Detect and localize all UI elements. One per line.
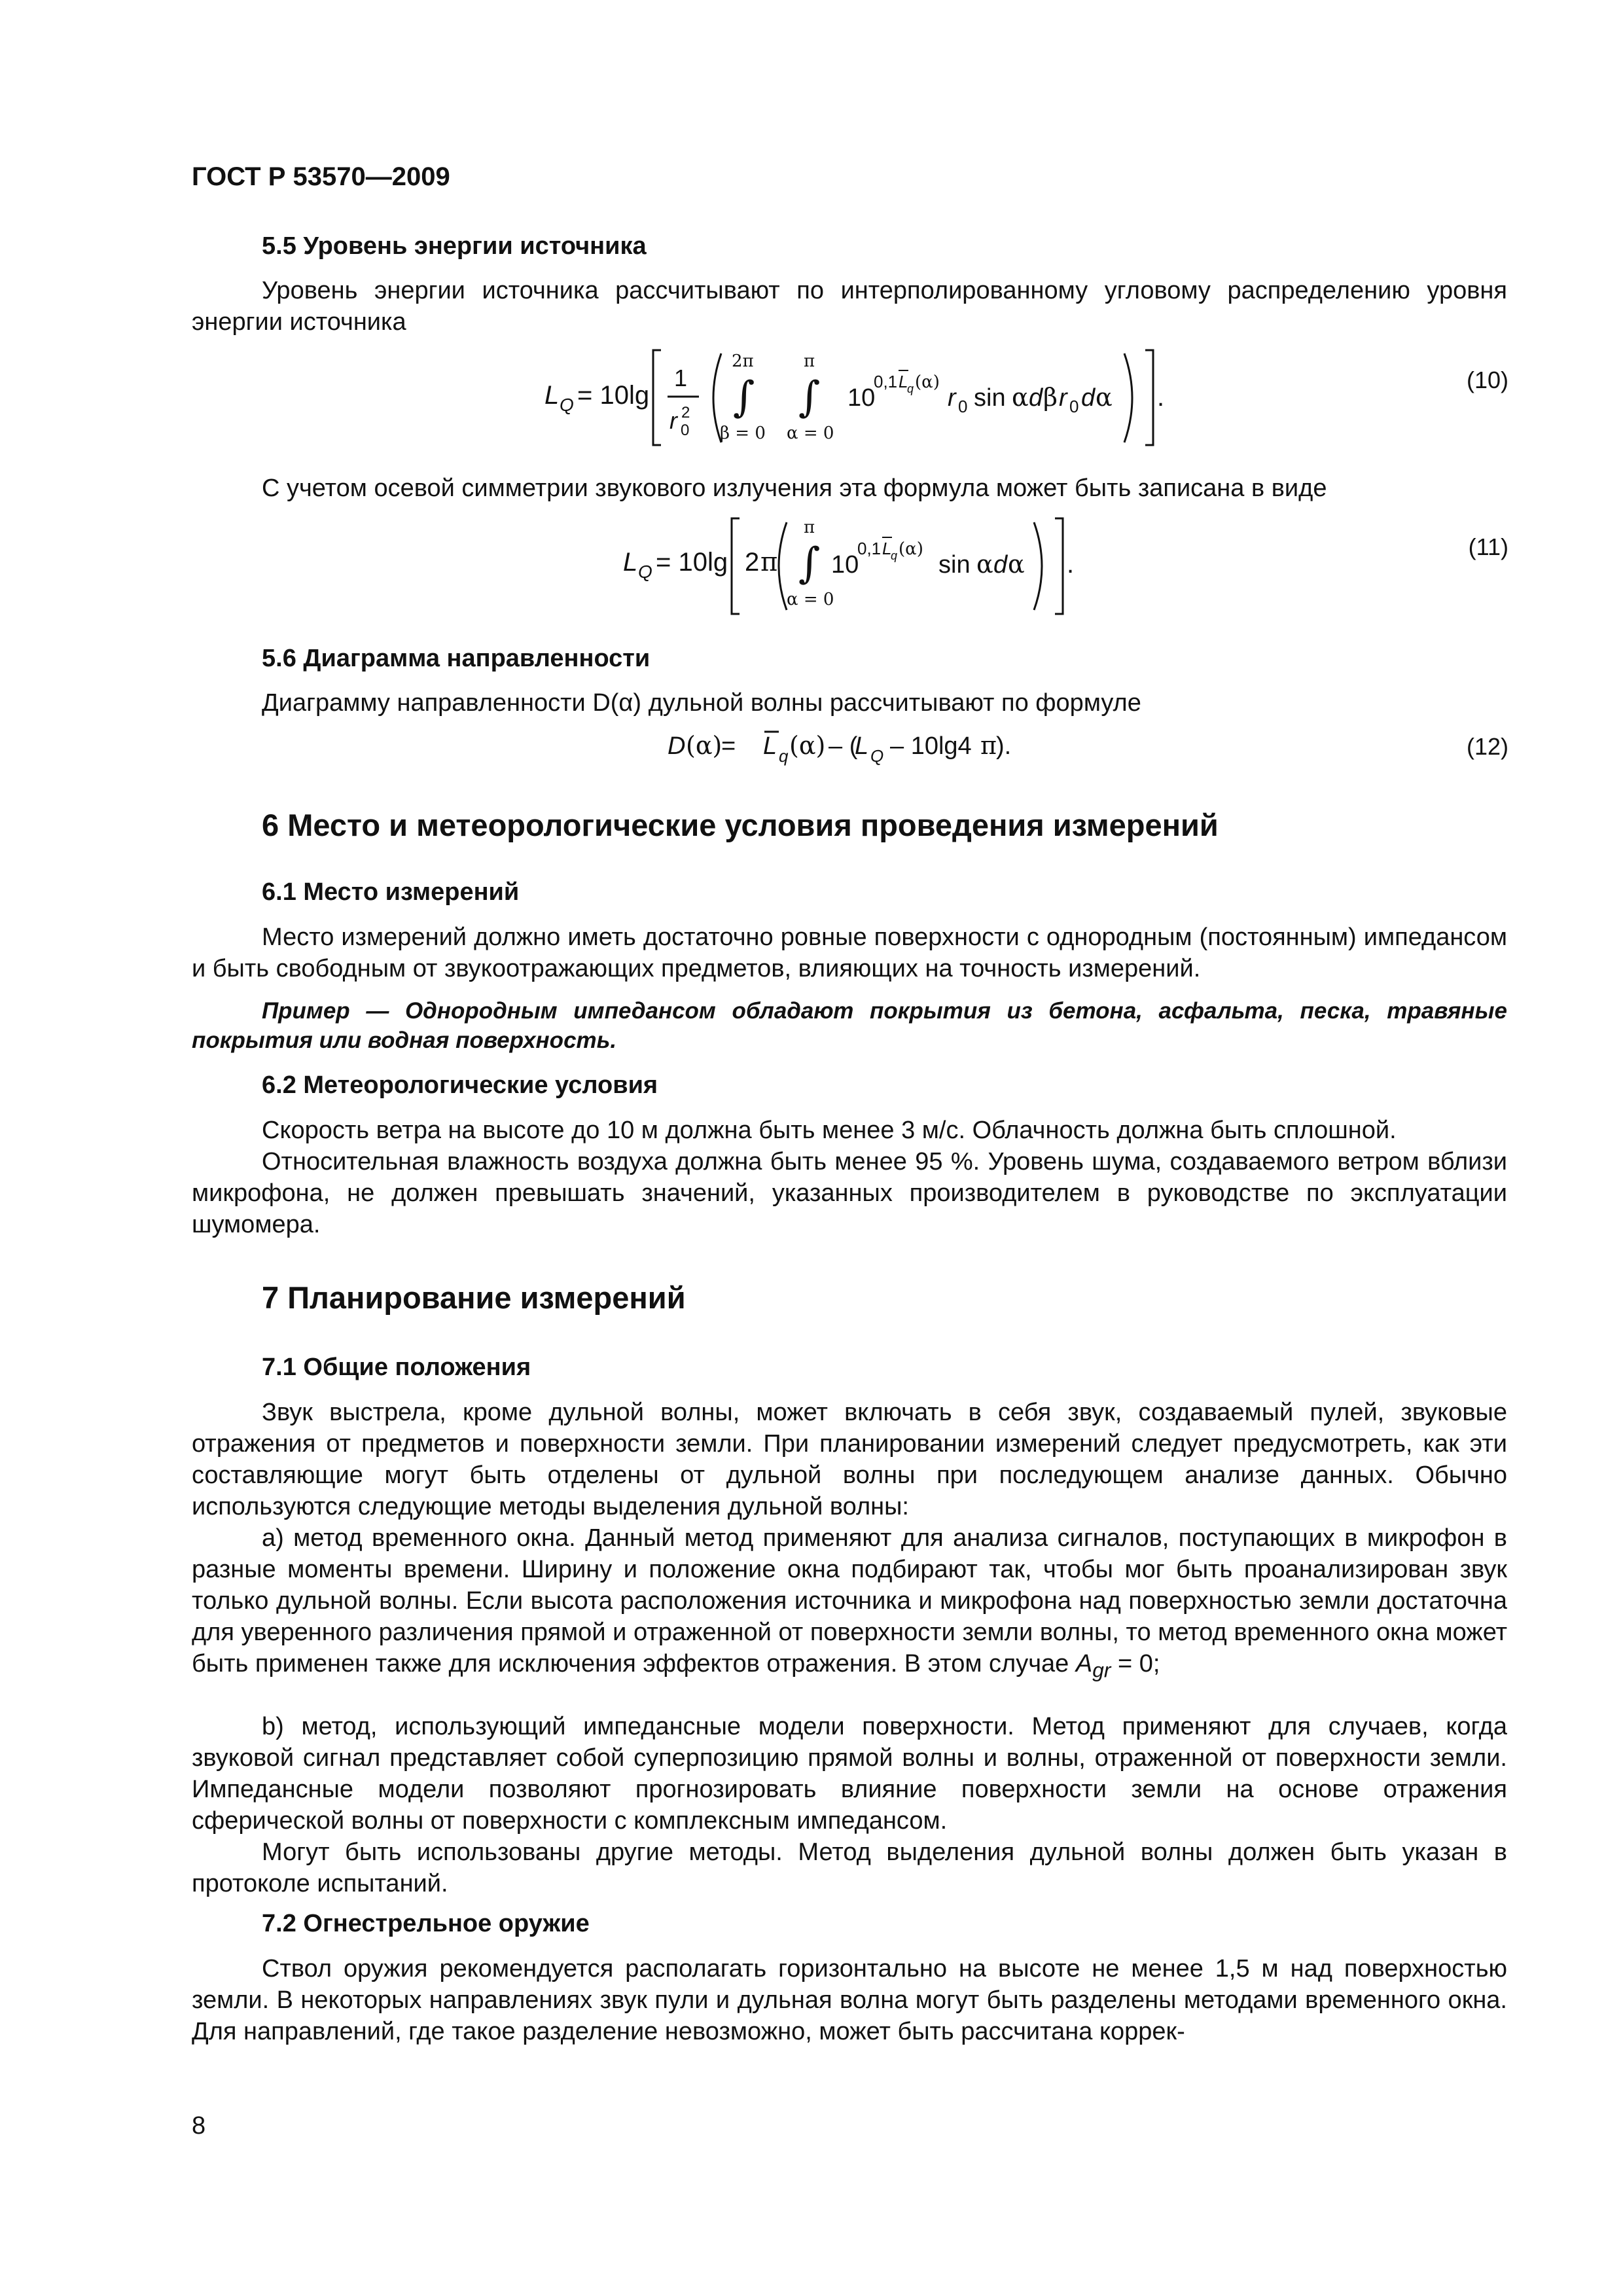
section-5-5-text-2: С учетом осевой симметрии звукового излучения эта формула может быть записана в виде [262,475,1327,502]
svg-text:10: 10 [831,551,859,579]
svg-text:(α): (α) [915,372,940,392]
svg-text:L: L [899,372,908,391]
svg-text:∫: ∫ [733,373,755,422]
svg-text:= 10lg: = 10lg [577,381,650,410]
svg-text:sin: sin [974,384,1006,412]
svg-text:α: α [1012,383,1029,412]
svg-text:(α): (α) [899,539,923,559]
svg-text:(α): (α) [789,731,826,760]
svg-text:β = 0: β = 0 [720,423,766,443]
section-5-5-text: Уровень энергии источника рассчитывают по интерполированному угловому распределению уровня энергии источника [192,277,1507,336]
svg-text:α: α [1096,383,1113,412]
svg-text:q: q [891,549,898,562]
equation-number-11: (11) [1468,533,1508,560]
svg-text:d: d [1081,384,1096,412]
svg-text:.: . [1157,383,1165,412]
svg-text:0: 0 [958,397,968,416]
svg-text:(α): (α) [686,731,722,760]
svg-text:β: β [1043,383,1058,412]
svg-text:2π: 2π [732,351,754,371]
section-5-6-text: Диаграмму направленности D(α) дульной волны рассчитывают по формуле [262,689,1141,717]
section-7-1-title: 7.1 Общие положения [262,1354,531,1381]
section-6-2-title: 6.2 Метеорологические условия [262,1071,658,1099]
section-7-1-item-a-text: a) метод временного окна. Данный метод применяют для анализа сигналов, поступающих в микрофон в разные моменты времени. Ширину и положение окна подбирают так, чтобы мог быть проанализирован звук только дульной волны. Если высота расположения источника и микрофона над поверхностью земли достаточна для уверенного различения прямой и отраженной от поверхности земли волны, то метод временного окна может быть применен также для исключения эффектов отражения. В этом случае [192,1524,1507,1677]
section-7-1-text-1: Звук выстрела, кроме дульной волны, может включать в себя звук, создаваемый пулей, звуковые отражения от предметов и поверхности земли. При планировании измерений следует предусмотреть, как эти составляющие могут быть отделены от дульной волны при последующем анализе данных. Обычно используются следующие методы выделения дульной волны: [192,1399,1507,1520]
svg-text:L: L [763,732,777,760]
svg-text:L: L [855,732,869,760]
svg-text:q: q [779,746,789,766]
svg-text:10: 10 [847,384,876,412]
document-header: ГОСТ Р 53570—2009 [192,162,450,191]
svg-text:=: = [721,732,736,760]
section-7-2-text: Ствол оружия рекомендуется располагать горизонтально на высоте не менее 1,5 м над поверхностью земли. В некоторых направлениях звук пули и дульная волна могут быть разделены методами временного окна. Для направлений, где такое разделение невозможно, может быть рассчитана коррек- [192,1955,1507,2045]
svg-text:L: L [882,539,892,558]
svg-text:r: r [948,384,956,412]
section-6-2-text-2: Относительная влажность воздуха должна быть менее 95 %. Уровень шума, создаваемого ветром вблизи микрофона, не должен превышать значений, указанных производителем в руководстве по эксплуатации шумомера. [192,1148,1507,1238]
svg-text:α: α [976,550,993,579]
svg-text:α: α [1008,550,1025,579]
svg-text:Q: Q [870,746,884,766]
section-6-1-text: Место измерений должно иметь достаточно ровные поверхности с однородным (постоянным) импедансом и быть свободным от звукоотражающих предметов, влияющих на точность измерений. [192,924,1507,982]
svg-text:Q: Q [560,395,574,415]
section-7-1-text-2: Могут быть использованы другие методы. Метод выделения дульной волны должен быть указан в протоколе испытаний. [192,1839,1507,1897]
svg-text:0,1: 0,1 [857,539,882,558]
svg-text:– (: – ( [829,732,858,760]
svg-text:α = 0: α = 0 [787,423,834,443]
svg-text:2: 2 [681,404,690,422]
equation-number-10: (10) [1466,367,1508,393]
section-6-2-text-1: Скорость ветра на высоте до 10 м должна быть менее 3 м/с. Облачность должна быть сплошной. [262,1117,1397,1144]
example-note: Пример — Однородным импедансом обладают покрытия из бетона, асфальта, песка, травяные покрытия или водная поверхность. [192,998,1507,1053]
section-6-1-title: 6.1 Место измерений [262,878,520,906]
section-7-2-title: 7.2 Огнестрельное оружие [262,1910,590,1937]
section-6-title: 6 Место и метеорологические условия проведения измерений [262,808,1219,842]
svg-text:∫: ∫ [798,539,821,588]
formula-12 [661,720,1067,779]
formula-10 [537,340,1191,458]
svg-text:d: d [1029,384,1043,412]
svg-text:0: 0 [681,422,690,439]
svg-text:– 10lg4: – 10lg4 [890,732,972,760]
svg-text:2: 2 [745,548,760,577]
section-7-1-item-b: b) метод, использующий импедансные модели поверхности. Метод применяют для случаев, когда звуковой сигнал представляет собой суперпозицию прямой волны и волны, отраженной от поверхности земли. Импедансные модели позволяют прогнозировать влияние поверхности земли на основе отражения сферической волны от поверхности с комплексным импедансом. [192,1713,1507,1835]
svg-text:π: π [804,351,815,371]
svg-text:Q: Q [638,562,652,582]
svg-text:r: r [669,407,677,434]
svg-text:sin: sin [938,551,971,579]
svg-text:).: ). [996,732,1012,760]
svg-text:D: D [668,732,686,760]
svg-text:L: L [544,381,560,410]
svg-text:0: 0 [1069,397,1079,416]
section-7-1-item-a [192,1522,1507,1686]
svg-text:L: L [623,548,638,577]
agr-symbol: $A_{gr}$ [1075,1650,1111,1682]
svg-text:q: q [907,382,914,395]
section-5-6-title: 5.6 Диаграмма направленности [262,645,651,672]
section-7-title: 7 Планирование измерений [262,1280,686,1315]
svg-text:r: r [1059,384,1067,412]
section-7-1-item-a-end: = 0; [1117,1650,1160,1677]
svg-text:0,1: 0,1 [874,372,898,391]
svg-text:α = 0: α = 0 [787,590,834,609]
svg-text:π: π [804,518,815,537]
section-5-5-title: 5.5 Уровень энергии источника [262,232,647,260]
svg-text:.: . [1067,550,1075,579]
equation-number-12: (12) [1466,733,1508,760]
svg-text:d: d [993,551,1008,579]
svg-text:∫: ∫ [798,373,821,422]
svg-text:1: 1 [674,365,688,391]
svg-text:= 10lg: = 10lg [656,548,728,577]
formula-11 [615,511,1086,622]
svg-text:π: π [980,731,997,760]
svg-text:π: π [760,547,778,577]
page-number: 8 [192,2112,206,2140]
